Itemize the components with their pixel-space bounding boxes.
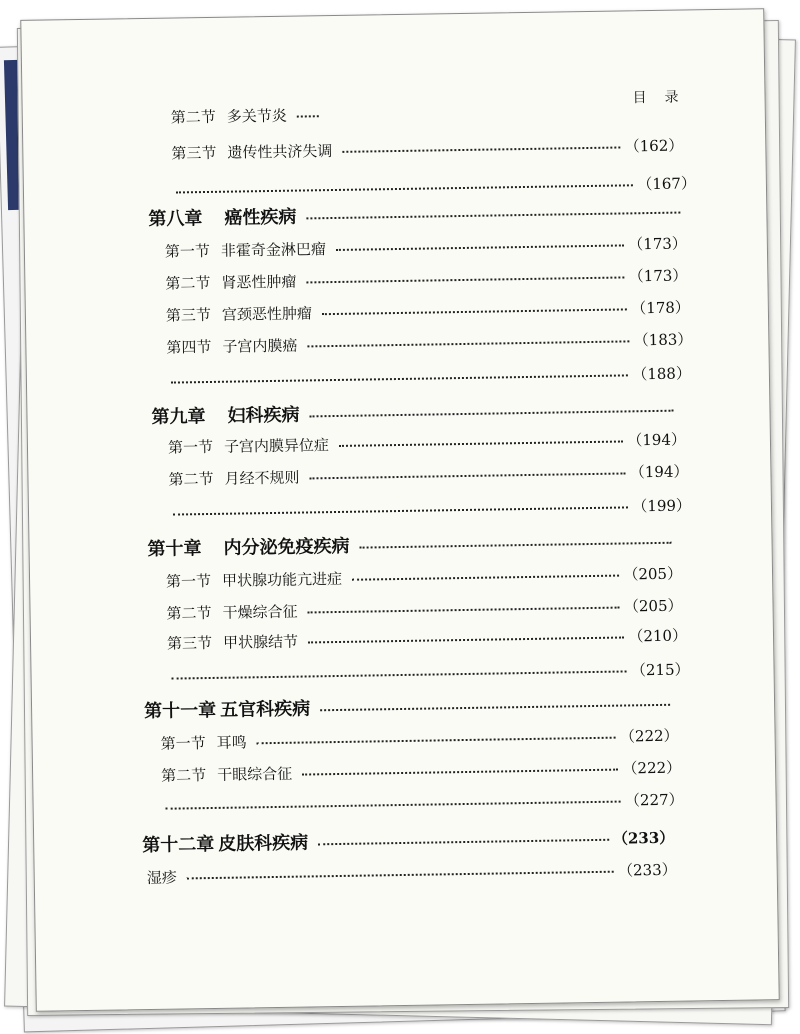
dot-leader xyxy=(302,769,618,776)
toc-chapter-row[interactable] xyxy=(142,823,674,857)
toc-section-row[interactable] xyxy=(160,725,678,754)
dot-leader xyxy=(336,244,624,251)
section-title: 月经不规则 xyxy=(224,468,300,488)
toc-chapter-row[interactable] xyxy=(148,196,684,230)
page-number: （227） xyxy=(624,790,684,810)
chapter-title: 五官科疾病 xyxy=(219,698,311,721)
dot-leader xyxy=(309,472,625,479)
dot-leader xyxy=(352,575,619,581)
page-number: （222） xyxy=(622,758,682,778)
dot-leader xyxy=(172,670,627,679)
section-number: 第三节 xyxy=(165,305,212,325)
dot-leader xyxy=(176,184,633,193)
chapter-number: 第十二章 xyxy=(142,833,215,857)
toc-continuation-row[interactable] xyxy=(161,789,683,818)
section-number: 第一节 xyxy=(167,437,214,457)
chapter-number: 第八章 xyxy=(148,208,203,230)
page-number: （183） xyxy=(633,330,693,350)
dot-leader xyxy=(171,374,628,383)
toc-continuation-row[interactable] xyxy=(167,362,691,391)
toc-section-row[interactable] xyxy=(167,625,687,654)
section-number: 第三节 xyxy=(171,143,217,163)
toc-section-row[interactable] xyxy=(166,563,682,592)
section-number: 第一节 xyxy=(164,241,211,261)
dot-leader xyxy=(360,542,672,549)
dot-leader xyxy=(297,115,319,117)
toc-page xyxy=(20,8,779,1012)
section-title: 湿疹 xyxy=(146,868,177,888)
section-title: 干眼综合征 xyxy=(216,764,293,784)
chapter-number: 第十章 xyxy=(147,538,202,560)
page-number: （233） xyxy=(612,828,675,848)
page-number: （215） xyxy=(630,660,690,680)
toc-chapter-row[interactable] xyxy=(151,395,677,429)
page-number: （210） xyxy=(628,626,688,646)
section-title: 子宫内膜异位症 xyxy=(223,436,330,456)
section-number: 第三节 xyxy=(166,633,213,653)
toc-section-row[interactable] xyxy=(165,232,687,261)
chapter-title: 皮肤科疾病 xyxy=(218,832,309,855)
toc-section-row[interactable] xyxy=(147,859,677,888)
page-header: 目录 xyxy=(632,89,697,107)
section-number: 第一节 xyxy=(160,734,206,753)
dot-leader xyxy=(318,839,609,846)
section-title: 多关节炎 xyxy=(226,106,287,126)
dot-leader xyxy=(187,871,614,880)
section-number: 第二节 xyxy=(165,273,211,293)
toc-section-row[interactable] xyxy=(166,595,682,624)
chapter-title: 内分泌免疫疾病 xyxy=(223,535,350,559)
section-title: 非霍奇金淋巴瘤 xyxy=(220,240,327,260)
toc-section-row[interactable] xyxy=(166,328,692,357)
page-number: （162） xyxy=(624,136,684,156)
toc-section-row[interactable] xyxy=(165,264,687,293)
page-number: （178） xyxy=(631,298,690,318)
section-title: 甲状腺结节 xyxy=(222,632,299,652)
dot-leader xyxy=(308,636,624,643)
table-of-contents xyxy=(21,9,778,1011)
section-title: 子宫内膜癌 xyxy=(222,336,298,356)
section-number: 第一节 xyxy=(165,571,212,591)
dot-leader xyxy=(322,308,627,315)
page-number: （188） xyxy=(632,364,692,384)
page-number: （194） xyxy=(627,430,687,450)
section-number: 第二节 xyxy=(166,603,212,623)
page-number: （167） xyxy=(637,174,697,194)
toc-continuation-row[interactable] xyxy=(167,658,689,687)
page-number: （173） xyxy=(628,234,687,254)
page-number: （194） xyxy=(629,462,689,482)
section-title: 耳鸣 xyxy=(216,733,247,752)
toc-section-row[interactable] xyxy=(171,135,683,164)
page-number: （233） xyxy=(617,860,677,880)
dot-leader xyxy=(257,737,616,745)
toc-chapter-row[interactable] xyxy=(147,527,675,561)
dot-leader xyxy=(173,506,628,515)
dot-leader xyxy=(342,146,620,152)
section-title: 遗传性共济失调 xyxy=(227,142,333,162)
section-title: 宫颈恶性肿瘤 xyxy=(221,304,313,324)
toc-section-row[interactable] xyxy=(166,296,690,325)
section-number: 第二节 xyxy=(170,107,216,127)
toc-section-row[interactable] xyxy=(161,757,681,786)
section-number: 第四节 xyxy=(166,337,212,357)
toc-section-row[interactable] xyxy=(168,429,686,458)
chapter-number: 第十一章 xyxy=(143,699,217,723)
page-number: （205） xyxy=(623,596,683,616)
chapter-title: 妇科疾病 xyxy=(227,404,300,427)
dot-leader xyxy=(339,440,623,446)
toc-section-row[interactable] xyxy=(171,104,323,127)
page-number: （222） xyxy=(619,726,679,746)
dot-leader xyxy=(308,607,620,614)
dot-leader xyxy=(320,704,670,711)
section-title: 肾恶性肿瘤 xyxy=(221,272,297,292)
dot-leader xyxy=(306,276,624,283)
chapter-title: 癌性疾病 xyxy=(224,206,297,229)
dot-leader xyxy=(307,340,629,347)
dot-leader xyxy=(166,801,621,810)
section-number: 第二节 xyxy=(161,766,207,785)
toc-continuation-row[interactable] xyxy=(169,494,691,523)
section-title: 干燥综合征 xyxy=(222,602,298,622)
chapter-number: 第九章 xyxy=(151,406,206,428)
page-number: （199） xyxy=(632,496,692,516)
dot-leader xyxy=(306,212,680,220)
dot-leader xyxy=(310,410,674,418)
toc-section-row[interactable] xyxy=(168,460,688,489)
page-number: （173） xyxy=(628,266,688,286)
section-number: 第二节 xyxy=(168,469,214,489)
page-number: （205） xyxy=(623,564,683,584)
toc-chapter-row[interactable] xyxy=(144,689,674,723)
section-title: 甲状腺功能亢进症 xyxy=(221,569,343,590)
